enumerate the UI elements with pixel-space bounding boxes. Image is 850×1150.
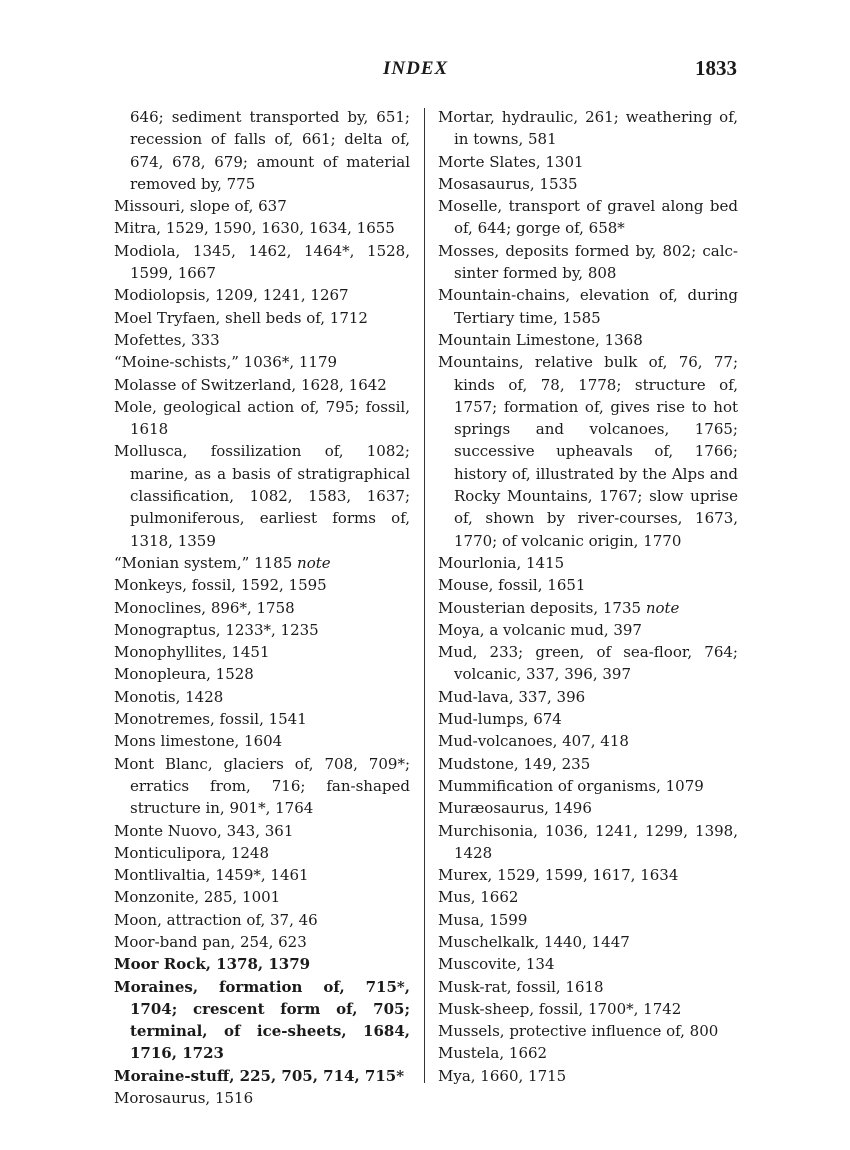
index-entry-text: Muscovite, 134	[438, 955, 555, 974]
index-entry-text: Musk-sheep, fossil, 1700*, 1742	[438, 999, 682, 1018]
index-entry-text: Moraine-stuff, 225, 705, 714, 715*	[114, 1066, 405, 1085]
index-entry	[438, 240, 738, 285]
index-entry-text: Musk-rat, fossil, 1618	[438, 977, 604, 996]
index-entry-text: Monopleura, 1528	[114, 665, 254, 684]
index-entry-text: Monticulipora, 1248	[114, 843, 269, 862]
index-entry-text: Monzonite, 285, 1001	[114, 888, 281, 907]
index-entry-text: Morosaurus, 1516	[114, 1089, 254, 1108]
index-entry-text: Monte Nuovo, 343, 361	[114, 821, 294, 840]
index-entry-text: “Monian system,” 1185	[114, 553, 293, 572]
index-entry-text: Moor-band pan, 254, 623	[114, 932, 307, 951]
index-entry	[438, 284, 738, 329]
index-entry-note: note	[297, 553, 331, 572]
index-entry-text: Monkeys, fossil, 1592, 1595	[114, 576, 327, 595]
index-column-right	[438, 106, 738, 1087]
index-entry	[438, 909, 738, 931]
index-entry	[114, 1087, 410, 1109]
index-entry-text: Mussels, protective influence of, 800	[438, 1022, 719, 1041]
index-entry-text: Mya, 1660, 1715	[438, 1066, 567, 1085]
index-entry-text: Moor Rock, 1378, 1379	[114, 955, 311, 974]
index-entry	[114, 1065, 410, 1087]
page-header	[0, 58, 850, 88]
index-entry	[114, 440, 410, 551]
index-entry-note: note	[645, 598, 680, 617]
index-entry-text: Mole, geological action of, 795; fossil, 1618	[114, 397, 410, 439]
index-entry-text: Missouri, slope of, 637	[114, 197, 287, 216]
index-entry	[114, 931, 410, 953]
index-entry-text: Molasse of Switzerland, 1628, 1642	[114, 375, 387, 394]
index-entry-text: Monophyllites, 1451	[114, 643, 270, 662]
index-entry-text: Mosses, deposits formed by, 802; calc-sinter formed by, 808	[438, 241, 738, 283]
index-entry	[438, 641, 738, 686]
index-entry	[438, 151, 738, 173]
index-entry	[438, 574, 738, 596]
index-entry-text: Monotremes, fossil, 1541	[114, 710, 307, 729]
index-entry-text: Mud-volcanoes, 407, 418	[438, 732, 629, 751]
index-entry-text: Mountains, relative bulk of, 76, 77; kinds of, 78, 1778; structure of, 1757; formation of, gives rise to hot springs and volcanoes, 1765; successive upheavals of, 1766; history of, illustrated by the Alps and Rocky Mountains, 1767; slow uprise of, shown by river-courses, 1673, 1770; of volcanic origin, 1770	[438, 353, 738, 550]
index-entry	[114, 374, 410, 396]
index-entry	[438, 351, 738, 552]
index-entry-text: Mollusca, fossilization of, 1082; marine, as a basis of stratigraphical classification, 1082, 1583, 1637; pulmoniferous, earliest forms of, 1318, 1359	[114, 442, 410, 550]
index-entry	[438, 976, 738, 998]
index-entry	[114, 240, 410, 285]
running-title: INDEX	[383, 58, 449, 79]
index-entry-text: Mourlonia, 1415	[438, 553, 565, 572]
index-entry	[438, 329, 738, 351]
index-entry-text: Modiolopsis, 1209, 1241, 1267	[114, 286, 349, 305]
index-entry-text: Mus, 1662	[438, 888, 519, 907]
index-entry	[438, 864, 738, 886]
index-entry	[438, 886, 738, 908]
index-entry-text: Mummification of organisms, 1079	[438, 776, 704, 795]
index-entry	[438, 1042, 738, 1064]
index-entry	[114, 195, 410, 217]
index-entry	[114, 307, 410, 329]
index-entry	[438, 953, 738, 975]
index-entry	[438, 1020, 738, 1042]
index-entry-text: Moraines, formation of, 715*, 1704; crescent form of, 705; terminal, of ice-sheets, 1684, 1716, 1723	[114, 977, 410, 1063]
index-entry	[438, 998, 738, 1020]
index-entry-text: Monograptus, 1233*, 1235	[114, 620, 319, 639]
index-entry-text: 646; sediment transported by, 651; recession of falls of, 661; delta of, 674, 678, 679; amount of material removed by, 775	[130, 108, 410, 193]
index-entry	[114, 284, 410, 306]
index-entry-text: Mudstone, 149, 235	[438, 754, 591, 773]
index-entry	[438, 775, 738, 797]
index-entry-text: Moya, a volcanic mud, 397	[438, 620, 642, 639]
index-entry-text: Monoclines, 896*, 1758	[114, 598, 295, 617]
index-entry-text: Mosasaurus, 1535	[438, 174, 578, 193]
index-entry	[438, 106, 738, 151]
column-divider	[424, 108, 425, 1083]
index-entry-text: Mortar, hydraulic, 261; weathering of, in towns, 581	[438, 108, 738, 149]
index-entry	[438, 597, 738, 619]
index-entry	[438, 931, 738, 953]
index-entry	[114, 686, 410, 708]
index-entry	[114, 730, 410, 752]
index-entry	[114, 641, 410, 663]
index-entry	[438, 619, 738, 641]
index-entry	[438, 820, 738, 865]
index-entry-text: Mousterian deposits, 1735	[438, 598, 642, 617]
index-entry	[114, 820, 410, 842]
index-entry	[114, 909, 410, 931]
index-entry	[114, 864, 410, 886]
index-entry	[114, 976, 410, 1065]
index-entry	[114, 552, 410, 574]
page-number: 1833	[695, 56, 737, 80]
index-entry-text: Mud-lumps, 674	[438, 710, 562, 729]
index-entry-text: Mountain-chains, elevation of, during Tertiary time, 1585	[438, 286, 738, 327]
index-entry-text: Muræosaurus, 1496	[438, 799, 592, 818]
index-entry-text: Mountain Limestone, 1368	[438, 330, 643, 349]
index-entry	[114, 663, 410, 685]
index-entry	[114, 217, 410, 239]
index-entry-text: Moel Tryfaen, shell beds of, 1712	[114, 308, 368, 327]
index-entry-text: Mofettes, 333	[114, 330, 220, 349]
index-entry	[114, 842, 410, 864]
index-entry	[114, 351, 410, 373]
index-entry	[114, 953, 410, 975]
index-entry-text: Mud, 233; green, of sea-floor, 764; volcanic, 337, 396, 397	[438, 643, 738, 684]
index-entry-text: Mouse, fossil, 1651	[438, 576, 586, 595]
index-entry-text: Moon, attraction of, 37, 46	[114, 910, 318, 929]
index-entry-text: Mustela, 1662	[438, 1044, 548, 1063]
index-entry	[438, 797, 738, 819]
index-entry	[438, 195, 738, 240]
index-entry	[114, 396, 410, 441]
index-entry-text: Mont Blanc, glaciers of, 708, 709*; erratics from, 716; fan-shaped structure in, 901*, 1764	[114, 754, 410, 818]
index-entry-text: Moselle, transport of gravel along bed of, 644; gorge of, 658*	[438, 197, 738, 238]
index-entry	[438, 173, 738, 195]
index-entry	[114, 753, 410, 820]
index-entry-text: Mitra, 1529, 1590, 1630, 1634, 1655	[114, 219, 395, 238]
index-entry-text: Murchisonia, 1036, 1241, 1299, 1398, 1428	[438, 821, 738, 862]
index-entry	[438, 730, 738, 752]
index-entry	[114, 106, 410, 195]
index-entry	[438, 753, 738, 775]
index-entry-text: Modiola, 1345, 1462, 1464*, 1528, 1599, 1667	[114, 241, 410, 283]
index-entry	[438, 686, 738, 708]
index-column-left	[114, 106, 410, 1109]
index-entry	[438, 552, 738, 574]
index-entry	[114, 329, 410, 351]
index-entry-text: Murex, 1529, 1599, 1617, 1634	[438, 866, 679, 885]
index-entry	[438, 708, 738, 730]
index-entry-text: Monotis, 1428	[114, 687, 224, 706]
index-entry-text: Mons limestone, 1604	[114, 732, 283, 751]
index-entry-text: “Moine-schists,” 1036*, 1179	[114, 353, 338, 372]
index-entry	[114, 708, 410, 730]
index-entry-text: Mud-lava, 337, 396	[438, 687, 586, 706]
index-entry-text: Musa, 1599	[438, 910, 528, 929]
index-entry	[438, 1065, 738, 1087]
index-entry	[114, 597, 410, 619]
index-entry	[114, 619, 410, 641]
index-entry-text: Montlivaltia, 1459*, 1461	[114, 866, 309, 885]
index-entry	[114, 886, 410, 908]
index-entry	[114, 574, 410, 596]
index-entry-text: Morte Slates, 1301	[438, 152, 584, 171]
index-entry-text: Muschelkalk, 1440, 1447	[438, 932, 630, 951]
